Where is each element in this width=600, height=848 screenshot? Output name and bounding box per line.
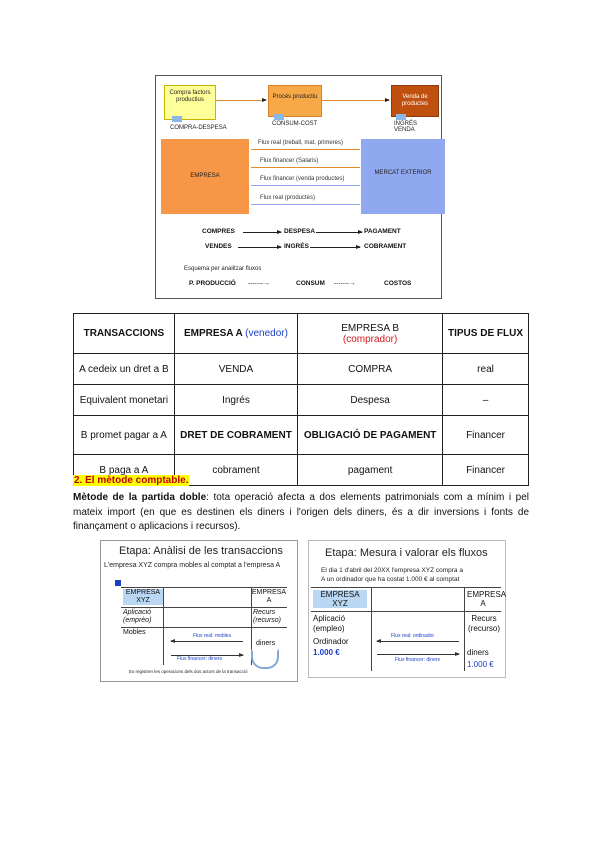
flux-table bbox=[73, 313, 529, 486]
table-cell: Equivalent monetari bbox=[74, 385, 175, 416]
table-cell: B promet pagar a A bbox=[74, 416, 175, 455]
slide2-left-head: EMPRESA XYZ bbox=[313, 590, 367, 608]
arrow-right bbox=[310, 247, 360, 248]
slide2-title: Etapa: Mesura i valorar els fluxos bbox=[325, 547, 488, 559]
compra-box bbox=[164, 85, 216, 120]
table-cell: – bbox=[443, 385, 529, 416]
table-cell: pagament bbox=[298, 455, 443, 486]
empresa-box bbox=[161, 139, 249, 214]
flow-line bbox=[251, 149, 360, 150]
slide2-flux-real: Flux real: ordinador bbox=[391, 633, 435, 639]
arrow-right bbox=[316, 232, 362, 233]
venda-box bbox=[391, 85, 439, 117]
table-cell: B paga a A bbox=[74, 455, 175, 486]
header-empresa-a-main: EMPRESA A bbox=[184, 328, 243, 339]
arrow-right bbox=[377, 654, 459, 655]
table-cell: Despesa bbox=[298, 385, 443, 416]
chain-despesa: DESPESA bbox=[284, 228, 316, 235]
flow-label: Flux financer (venda productes) bbox=[260, 176, 345, 182]
ingres-venda-label: INGRÉS VENDA bbox=[394, 121, 418, 133]
slide2-amount-right: 1.000 € bbox=[467, 660, 494, 669]
flow-label: Flux real (treball, mat. primeres) bbox=[258, 140, 344, 146]
flow-label: Flux real (productes) bbox=[260, 195, 316, 201]
diagram-caption: Esquema per analitzar fluxos bbox=[184, 266, 262, 272]
table-cell: Financer bbox=[443, 416, 529, 455]
method-paragraph bbox=[73, 491, 529, 535]
slide2-intro1: El dia 1 d'abril del 20XX l'empresa XYZ compra a bbox=[321, 567, 463, 574]
section-title: 2. El mètode comptable. bbox=[74, 475, 189, 486]
table-row bbox=[74, 416, 529, 455]
mercat-box bbox=[361, 139, 445, 214]
slide1-aplicacio: Aplicació (emprèo) bbox=[123, 609, 152, 624]
table-header-row bbox=[74, 314, 529, 354]
method-name: Mètode de la partida doble bbox=[73, 492, 207, 503]
slide2-right-head: EMPRESA A bbox=[467, 590, 507, 608]
flow-line bbox=[251, 204, 360, 205]
marker-square bbox=[274, 114, 284, 120]
table-cell: cobrament bbox=[174, 455, 297, 486]
header-empresa-a bbox=[174, 314, 297, 354]
method-description: : tota operació afecta a dos elements patrimonials com a mínim i pel mateix import (en que es destinen els diners i l'origen dels diners, és a dir inversions i fonts de finançament o aplicacions i recursos). bbox=[73, 492, 529, 532]
header-tipus-flux: TIPUS DE FLUX bbox=[443, 314, 529, 354]
slide1-flux-real: Flux real: mobles bbox=[193, 633, 232, 639]
table-row bbox=[74, 385, 529, 416]
table-row bbox=[74, 354, 529, 385]
compra-box-text: Compra factors productius bbox=[169, 90, 211, 103]
marker-square bbox=[396, 114, 406, 120]
arrow-right bbox=[238, 247, 281, 248]
header-empresa-b bbox=[298, 314, 443, 354]
header-empresa-b-main: EMPRESA B bbox=[341, 322, 400, 334]
table-cell: OBLIGACIÓ DE PAGAMENT bbox=[298, 416, 443, 455]
slide1-right-head: EMPRESA A bbox=[251, 589, 287, 604]
arrow-left bbox=[377, 641, 459, 642]
slide1-intro: L'empresa XYZ compra mobles al comptat a l'empresa A bbox=[104, 562, 281, 569]
chain-compres: COMPRES bbox=[202, 228, 235, 235]
slide-mesura bbox=[308, 540, 506, 678]
flow-line bbox=[251, 167, 360, 168]
slide2-rule bbox=[311, 611, 501, 612]
slide2-ordinador: Ordinador bbox=[313, 637, 349, 646]
arrow-right bbox=[322, 100, 389, 101]
flow-label: Flux financer (Salaris) bbox=[260, 158, 319, 164]
production-p: P. PRODUCCIÓ bbox=[189, 280, 236, 287]
table-cell: DRET DE COBRAMENT bbox=[174, 416, 297, 455]
slide1-top-rule bbox=[121, 587, 287, 588]
cycle-arrow-icon bbox=[251, 649, 279, 669]
slide2-top-rule bbox=[311, 587, 501, 588]
production-arrow: -------→ bbox=[334, 280, 356, 287]
slide1-diners: diners bbox=[256, 640, 276, 647]
table-cell: VENDA bbox=[174, 354, 297, 385]
slide-analisi bbox=[100, 540, 298, 682]
venda-box-text: Venda de productes bbox=[401, 94, 429, 107]
flow-diagram bbox=[155, 75, 442, 299]
slide2-col bbox=[371, 587, 372, 671]
chain-ingres: INGRÉS bbox=[284, 243, 309, 250]
slide1-footer: Es registren les operacions dels dos actors de la transacció bbox=[129, 669, 248, 674]
slide2-diners: diners bbox=[467, 648, 489, 657]
empresa-box-text: EMPRESA bbox=[190, 173, 220, 179]
slide1-title: Etapa: Anàlisi de les transaccions bbox=[119, 545, 283, 557]
flow-line bbox=[251, 185, 360, 186]
table-cell: COMPRA bbox=[298, 354, 443, 385]
mercat-box-text: MERCAT EXTERIOR bbox=[374, 170, 432, 176]
slide2-aplicacio: Aplicació (empleo) bbox=[313, 614, 346, 633]
chain-pagament: PAGAMENT bbox=[364, 228, 401, 235]
header-empresa-a-tag: (venedor) bbox=[245, 328, 288, 339]
table-cell: A cedeix un dret a B bbox=[74, 354, 175, 385]
production-costos: COSTOS bbox=[384, 280, 412, 287]
slide2-flux-fin: Flux financer: diners bbox=[395, 657, 441, 663]
production-consum: CONSUM bbox=[296, 280, 325, 287]
compra-despesa-label: COMPRA-DESPESA bbox=[170, 125, 227, 131]
production-arrow: -------→ bbox=[248, 280, 270, 287]
slide1-left-head: EMPRESA XYZ bbox=[123, 589, 163, 605]
table-cell: real bbox=[443, 354, 529, 385]
proces-box-text: Procés productiu bbox=[272, 94, 318, 100]
slide2-intro2: A un ordinador que ha costat 1.000 € al comptat bbox=[321, 576, 460, 583]
slide2-recurs: Recurs (recurso) bbox=[467, 614, 500, 633]
arrow-right bbox=[243, 232, 281, 233]
header-empresa-b-tag: (comprador) bbox=[342, 333, 398, 345]
table-cell: Ingrés bbox=[174, 385, 297, 416]
arrow-right bbox=[216, 100, 266, 101]
slide1-recurs: Recurs (recurso) bbox=[253, 609, 282, 624]
slide2-col bbox=[464, 587, 465, 671]
chain-vendes: VENDES bbox=[205, 243, 232, 250]
slide2-amount-left: 1.000 € bbox=[313, 648, 340, 657]
arrow-left bbox=[171, 641, 243, 642]
slide1-flux-fin: Flux financer: diners bbox=[177, 656, 223, 662]
slide1-mobles: Mobles bbox=[123, 629, 146, 636]
table-cell: Financer bbox=[443, 455, 529, 486]
chain-cobrament: COBRAMENT bbox=[364, 243, 407, 250]
consum-cost-label: CONSUM-COST bbox=[272, 121, 318, 127]
header-transaccions: TRANSACCIONS bbox=[74, 314, 175, 354]
slide1-rule bbox=[121, 627, 287, 628]
marker-square bbox=[172, 116, 182, 122]
slide1-col bbox=[163, 587, 164, 665]
slide1-rule bbox=[121, 607, 287, 608]
proces-box bbox=[268, 85, 322, 117]
marker-square bbox=[115, 580, 121, 586]
